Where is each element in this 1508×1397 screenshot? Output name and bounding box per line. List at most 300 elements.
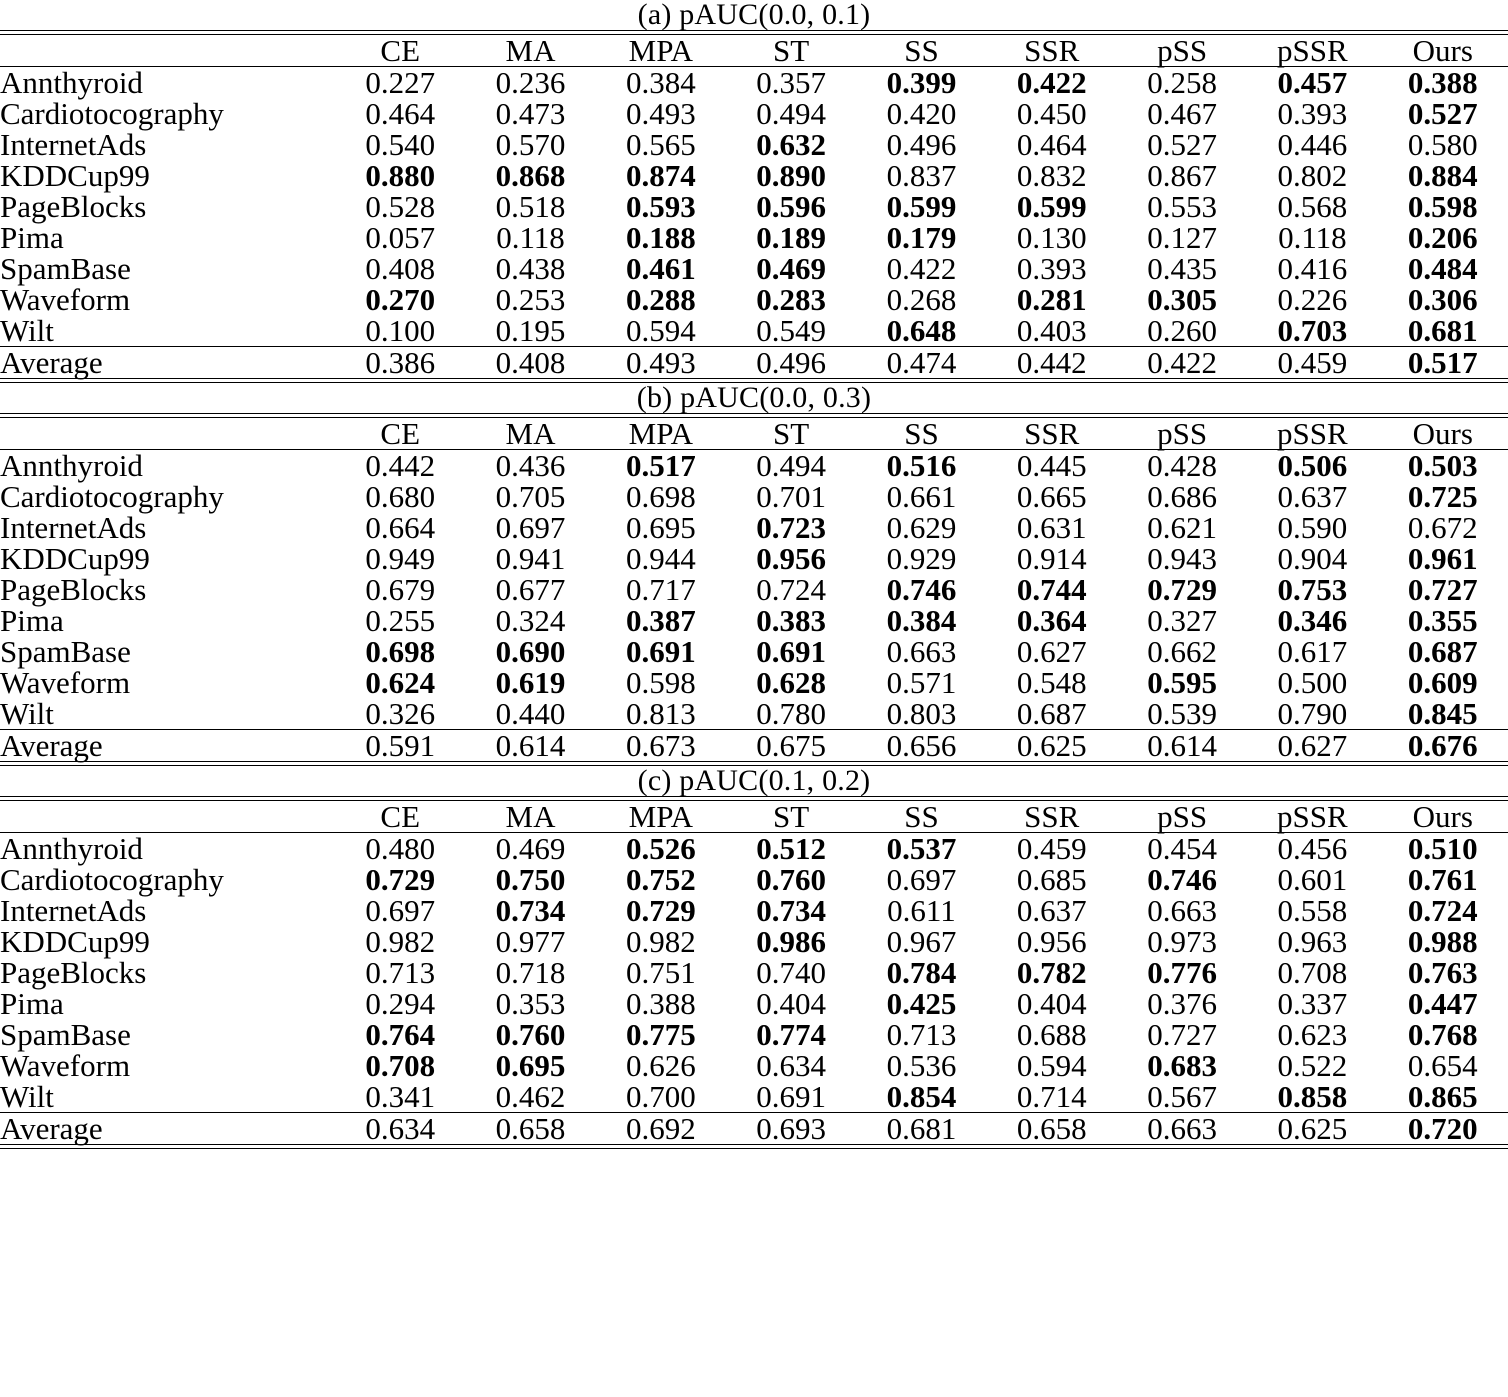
cell-value: 0.270 xyxy=(365,282,436,317)
cell-value: 0.663 xyxy=(1147,1111,1217,1146)
cell-value: 0.691 xyxy=(756,634,827,669)
cell-value: 0.408 xyxy=(365,251,436,286)
row-label: PageBlocks xyxy=(0,572,147,607)
cell-value: 0.442 xyxy=(1016,345,1087,380)
cell-value: 0.713 xyxy=(365,955,436,990)
table-row xyxy=(0,895,1508,926)
cell-value: 0.698 xyxy=(365,634,436,669)
table-row xyxy=(0,1019,1508,1050)
cell-value: 0.718 xyxy=(495,955,566,990)
cell-value: 0.493 xyxy=(625,96,696,131)
row-label: Average xyxy=(0,345,103,380)
cell-value: 0.986 xyxy=(756,924,827,959)
table-header-row xyxy=(0,35,1508,66)
table-row xyxy=(0,481,1508,512)
cell-value: 0.656 xyxy=(886,728,957,763)
cell-value: 0.619 xyxy=(495,665,566,700)
cell-value: 0.763 xyxy=(1407,955,1478,990)
cell-value: 0.306 xyxy=(1407,282,1478,317)
cell-value: 0.388 xyxy=(1407,65,1478,100)
cell-value: 0.565 xyxy=(625,127,696,162)
cell-value: 0.408 xyxy=(495,345,566,380)
cell-value: 0.357 xyxy=(756,65,827,100)
cell-value: 0.874 xyxy=(625,158,696,193)
cell-value: 0.353 xyxy=(495,986,566,1021)
average-row xyxy=(0,1113,1508,1144)
cell-value: 0.695 xyxy=(625,510,696,545)
column-header-ma: MA xyxy=(505,33,556,68)
table-row xyxy=(0,667,1508,698)
cell-value: 0.663 xyxy=(1147,893,1217,928)
cell-value: 0.595 xyxy=(1147,665,1217,700)
cell-value: 0.629 xyxy=(886,510,957,545)
cell-value: 0.537 xyxy=(886,831,957,866)
cell-value: 0.516 xyxy=(886,448,957,483)
cell-value: 0.884 xyxy=(1407,158,1478,193)
cell-value: 0.803 xyxy=(886,696,957,731)
cell-value: 0.500 xyxy=(1277,665,1348,700)
cell-value: 0.691 xyxy=(625,634,696,669)
cell-value: 0.422 xyxy=(1016,65,1087,100)
row-label: Pima xyxy=(0,220,64,255)
column-header-ours: Ours xyxy=(1412,799,1473,834)
cell-value: 0.625 xyxy=(1277,1111,1348,1146)
cell-value: 0.813 xyxy=(625,696,696,731)
cell-value: 0.941 xyxy=(495,541,566,576)
table-row xyxy=(0,574,1508,605)
cell-value: 0.568 xyxy=(1277,189,1348,224)
cell-value: 0.493 xyxy=(625,345,696,380)
cell-value: 0.664 xyxy=(365,510,436,545)
row-label: Annthyroid xyxy=(0,831,143,866)
cell-value: 0.637 xyxy=(1016,893,1087,928)
cell-value: 0.527 xyxy=(1407,96,1478,131)
table-row xyxy=(0,1050,1508,1081)
table-caption-row xyxy=(0,383,1508,413)
cell-value: 0.446 xyxy=(1277,127,1348,162)
cell-value: 0.376 xyxy=(1147,986,1217,1021)
cell-value: 0.118 xyxy=(1278,220,1347,255)
cell-value: 0.326 xyxy=(365,696,436,731)
cell-value: 0.929 xyxy=(886,541,957,576)
cell-value: 0.628 xyxy=(756,665,827,700)
cell-value: 0.305 xyxy=(1147,282,1217,317)
cell-value: 0.774 xyxy=(756,1017,827,1052)
row-label: Annthyroid xyxy=(0,448,143,483)
cell-value: 0.404 xyxy=(756,986,827,1021)
cell-value: 0.346 xyxy=(1277,603,1348,638)
cell-value: 0.473 xyxy=(495,96,566,131)
cell-value: 0.494 xyxy=(756,96,827,131)
cell-value: 0.967 xyxy=(886,924,957,959)
table-row xyxy=(0,191,1508,222)
cell-value: 0.474 xyxy=(886,345,957,380)
cell-value: 0.658 xyxy=(1016,1111,1087,1146)
cell-value: 0.294 xyxy=(365,986,436,1021)
cell-value: 0.384 xyxy=(886,603,957,638)
cell-value: 0.713 xyxy=(886,1017,957,1052)
table-header-row xyxy=(0,801,1508,832)
cell-value: 0.571 xyxy=(886,665,957,700)
column-header-ssr: SSR xyxy=(1024,33,1080,68)
cell-value: 0.445 xyxy=(1016,448,1087,483)
row-label: Waveform xyxy=(0,665,131,700)
cell-value: 0.708 xyxy=(1277,955,1348,990)
table-row xyxy=(0,605,1508,636)
cell-value: 0.625 xyxy=(1016,728,1087,763)
column-header-pssr: pSSR xyxy=(1277,416,1348,451)
cell-value: 0.663 xyxy=(886,634,957,669)
cell-value: 0.683 xyxy=(1147,1048,1217,1083)
cell-value: 0.226 xyxy=(1277,282,1348,317)
cell-value: 0.459 xyxy=(1277,345,1348,380)
cell-value: 0.253 xyxy=(495,282,566,317)
cell-value: 0.388 xyxy=(625,986,696,1021)
cell-value: 0.510 xyxy=(1407,831,1478,866)
cell-value: 0.100 xyxy=(365,313,436,348)
cell-value: 0.526 xyxy=(625,831,696,866)
cell-value: 0.700 xyxy=(625,1079,696,1114)
cell-value: 0.420 xyxy=(886,96,957,131)
column-header-st: ST xyxy=(773,799,810,834)
cell-value: 0.447 xyxy=(1407,986,1478,1021)
cell-value: 0.536 xyxy=(886,1048,957,1083)
cell-value: 0.768 xyxy=(1407,1017,1478,1052)
cell-value: 0.764 xyxy=(365,1017,436,1052)
column-header-ss: SS xyxy=(904,33,939,68)
cell-value: 0.364 xyxy=(1016,603,1087,638)
cell-value: 0.337 xyxy=(1277,986,1348,1021)
column-header-pss: pSS xyxy=(1157,799,1208,834)
row-label: Pima xyxy=(0,986,64,1021)
cell-value: 0.750 xyxy=(495,862,566,897)
cell-value: 0.677 xyxy=(495,572,566,607)
cell-value: 0.693 xyxy=(756,1111,827,1146)
cell-value: 0.734 xyxy=(495,893,566,928)
cell-value: 0.599 xyxy=(886,189,957,224)
cell-value: 0.634 xyxy=(365,1111,436,1146)
cell-value: 0.268 xyxy=(886,282,957,317)
row-label: SpamBase xyxy=(0,251,131,286)
row-label: Wilt xyxy=(0,696,54,731)
row-label: SpamBase xyxy=(0,634,131,669)
column-header-ours: Ours xyxy=(1412,33,1473,68)
cell-value: 0.522 xyxy=(1277,1048,1348,1083)
column-header-ce: CE xyxy=(380,799,421,834)
cell-value: 0.456 xyxy=(1277,831,1348,866)
cell-value: 0.462 xyxy=(495,1079,566,1114)
cell-value: 0.681 xyxy=(1407,313,1478,348)
cell-value: 0.484 xyxy=(1407,251,1478,286)
column-header-pss: pSS xyxy=(1157,416,1208,451)
cell-value: 0.631 xyxy=(1016,510,1087,545)
row-label: KDDCup99 xyxy=(0,924,150,959)
cell-value: 0.717 xyxy=(625,572,696,607)
cell-value: 0.598 xyxy=(1407,189,1478,224)
cell-value: 0.598 xyxy=(625,665,696,700)
row-label: Cardiotocography xyxy=(0,96,224,131)
cell-value: 0.601 xyxy=(1277,862,1348,897)
cell-value: 0.949 xyxy=(365,541,436,576)
cell-value: 0.698 xyxy=(625,479,696,514)
column-header-ce: CE xyxy=(380,33,421,68)
cell-value: 0.341 xyxy=(365,1079,436,1114)
cell-value: 0.697 xyxy=(365,893,436,928)
table-row xyxy=(0,67,1508,98)
cell-value: 0.609 xyxy=(1407,665,1478,700)
table-row xyxy=(0,512,1508,543)
cell-value: 0.570 xyxy=(495,127,566,162)
cell-value: 0.590 xyxy=(1277,510,1348,545)
cell-value: 0.384 xyxy=(625,65,696,100)
column-header-ssr: SSR xyxy=(1024,416,1080,451)
cell-value: 0.982 xyxy=(365,924,436,959)
column-header-st: ST xyxy=(773,416,810,451)
cell-value: 0.686 xyxy=(1147,479,1217,514)
table-row xyxy=(0,450,1508,481)
cell-value: 0.654 xyxy=(1407,1048,1478,1083)
average-row xyxy=(0,730,1508,761)
cell-value: 0.227 xyxy=(365,65,436,100)
cell-value: 0.760 xyxy=(756,862,827,897)
cell-value: 0.518 xyxy=(495,189,566,224)
cell-value: 0.845 xyxy=(1407,696,1478,731)
row-label: InternetAds xyxy=(0,127,147,162)
row-label: Waveform xyxy=(0,1048,131,1083)
cell-value: 0.867 xyxy=(1147,158,1217,193)
cell-value: 0.832 xyxy=(1016,158,1087,193)
cell-value: 0.503 xyxy=(1407,448,1478,483)
cell-value: 0.258 xyxy=(1147,65,1217,100)
table-row xyxy=(0,253,1508,284)
table-header-row xyxy=(0,418,1508,449)
cell-value: 0.784 xyxy=(886,955,957,990)
cell-value: 0.729 xyxy=(625,893,696,928)
cell-value: 0.527 xyxy=(1147,127,1217,162)
cell-value: 0.751 xyxy=(625,955,696,990)
column-header-ma: MA xyxy=(505,416,556,451)
average-row xyxy=(0,347,1508,378)
cell-value: 0.705 xyxy=(495,479,566,514)
cell-value: 0.703 xyxy=(1277,313,1348,348)
cell-value: 0.428 xyxy=(1147,448,1217,483)
cell-value: 0.422 xyxy=(1147,345,1217,380)
cell-value: 0.868 xyxy=(495,158,566,193)
row-label: Wilt xyxy=(0,313,54,348)
cell-value: 0.393 xyxy=(1016,251,1087,286)
cell-value: 0.422 xyxy=(886,251,957,286)
table-row xyxy=(0,988,1508,1019)
cell-value: 0.206 xyxy=(1407,220,1478,255)
cell-value: 0.383 xyxy=(756,603,827,638)
column-header-ss: SS xyxy=(904,416,939,451)
cell-value: 0.393 xyxy=(1277,96,1348,131)
row-label: Annthyroid xyxy=(0,65,143,100)
cell-value: 0.740 xyxy=(756,955,827,990)
table-row xyxy=(0,833,1508,864)
table-caption: (b) pAUC(0.0, 0.3) xyxy=(636,381,872,414)
cell-value: 0.802 xyxy=(1277,158,1348,193)
column-header-ma: MA xyxy=(505,799,556,834)
cell-value: 0.982 xyxy=(625,924,696,959)
row-label: Wilt xyxy=(0,1079,54,1114)
cell-value: 0.440 xyxy=(495,696,566,731)
cell-value: 0.435 xyxy=(1147,251,1217,286)
cell-value: 0.865 xyxy=(1407,1079,1478,1114)
table-row xyxy=(0,222,1508,253)
cell-value: 0.614 xyxy=(1147,728,1217,763)
cell-value: 0.494 xyxy=(756,448,827,483)
header-corner-cell xyxy=(0,801,335,832)
cell-value: 0.681 xyxy=(886,1111,957,1146)
cell-value: 0.621 xyxy=(1147,510,1217,545)
cell-value: 0.688 xyxy=(1016,1017,1087,1052)
row-label: PageBlocks xyxy=(0,189,147,224)
cell-value: 0.416 xyxy=(1277,251,1348,286)
table-row xyxy=(0,98,1508,129)
cell-value: 0.858 xyxy=(1277,1079,1348,1114)
column-header-mpa: MPA xyxy=(628,33,693,68)
row-label: KDDCup99 xyxy=(0,158,150,193)
cell-value: 0.548 xyxy=(1016,665,1087,700)
cell-value: 0.725 xyxy=(1407,479,1478,514)
cell-value: 0.687 xyxy=(1407,634,1478,669)
cell-value: 0.637 xyxy=(1277,479,1348,514)
cell-value: 0.675 xyxy=(756,728,827,763)
cell-value: 0.701 xyxy=(756,479,827,514)
header-corner-cell xyxy=(0,35,335,66)
cell-value: 0.724 xyxy=(1407,893,1478,928)
row-label: Average xyxy=(0,728,103,763)
cell-value: 0.790 xyxy=(1277,696,1348,731)
cell-value: 0.727 xyxy=(1147,1017,1217,1052)
cell-value: 0.708 xyxy=(365,1048,436,1083)
cell-value: 0.914 xyxy=(1016,541,1087,576)
cell-value: 0.956 xyxy=(1016,924,1087,959)
cell-value: 0.746 xyxy=(886,572,957,607)
cell-value: 0.461 xyxy=(625,251,696,286)
cell-value: 0.676 xyxy=(1407,728,1478,763)
cell-value: 0.782 xyxy=(1016,955,1087,990)
cell-value: 0.665 xyxy=(1016,479,1087,514)
cell-value: 0.624 xyxy=(365,665,436,700)
cell-value: 0.593 xyxy=(625,189,696,224)
cell-value: 0.687 xyxy=(1016,696,1087,731)
cell-value: 0.661 xyxy=(886,479,957,514)
column-header-ce: CE xyxy=(380,416,421,451)
cell-value: 0.775 xyxy=(625,1017,696,1052)
cell-value: 0.506 xyxy=(1277,448,1348,483)
row-label: SpamBase xyxy=(0,1017,131,1052)
cell-value: 0.130 xyxy=(1016,220,1087,255)
cell-value: 0.127 xyxy=(1147,220,1217,255)
cell-value: 0.753 xyxy=(1277,572,1348,607)
cell-value: 0.729 xyxy=(1147,572,1217,607)
column-header-ours: Ours xyxy=(1412,416,1473,451)
cell-value: 0.057 xyxy=(365,220,436,255)
cell-value: 0.634 xyxy=(756,1048,827,1083)
table-row xyxy=(0,864,1508,895)
cell-value: 0.626 xyxy=(625,1048,696,1083)
cell-value: 0.599 xyxy=(1016,189,1087,224)
cell-value: 0.195 xyxy=(495,313,566,348)
cell-value: 0.457 xyxy=(1277,65,1348,100)
cell-value: 0.690 xyxy=(495,634,566,669)
cell-value: 0.662 xyxy=(1147,634,1217,669)
cell-value: 0.679 xyxy=(365,572,436,607)
cell-value: 0.540 xyxy=(365,127,436,162)
table-row xyxy=(0,315,1508,346)
cell-value: 0.464 xyxy=(1016,127,1087,162)
cell-value: 0.973 xyxy=(1147,924,1217,959)
cell-value: 0.539 xyxy=(1147,696,1217,731)
cell-value: 0.714 xyxy=(1016,1079,1087,1114)
cell-value: 0.943 xyxy=(1147,541,1217,576)
column-header-st: ST xyxy=(773,33,810,68)
table-caption: (a) pAUC(0.0, 0.1) xyxy=(637,0,871,31)
cell-value: 0.692 xyxy=(625,1111,696,1146)
cell-value: 0.752 xyxy=(625,862,696,897)
table-row xyxy=(0,543,1508,574)
cell-value: 0.118 xyxy=(496,220,565,255)
cell-value: 0.403 xyxy=(1016,313,1087,348)
row-label: InternetAds xyxy=(0,893,147,928)
cell-value: 0.450 xyxy=(1016,96,1087,131)
cell-value: 0.327 xyxy=(1147,603,1217,638)
cell-value: 0.517 xyxy=(1407,345,1478,380)
cell-value: 0.355 xyxy=(1407,603,1478,638)
cell-value: 0.281 xyxy=(1016,282,1087,317)
cell-value: 0.438 xyxy=(495,251,566,286)
cell-value: 0.723 xyxy=(756,510,827,545)
cell-value: 0.627 xyxy=(1277,728,1348,763)
row-label: Average xyxy=(0,1111,103,1146)
cell-value: 0.558 xyxy=(1277,893,1348,928)
cell-value: 0.658 xyxy=(495,1111,566,1146)
cell-value: 0.594 xyxy=(625,313,696,348)
cell-value: 0.963 xyxy=(1277,924,1348,959)
cell-value: 0.467 xyxy=(1147,96,1217,131)
cell-value: 0.760 xyxy=(495,1017,566,1052)
cell-value: 0.324 xyxy=(495,603,566,638)
table-caption: (c) pAUC(0.1, 0.2) xyxy=(637,764,871,797)
table-row xyxy=(0,160,1508,191)
column-header-ss: SS xyxy=(904,799,939,834)
cell-value: 0.727 xyxy=(1407,572,1478,607)
table-row xyxy=(0,957,1508,988)
column-header-mpa: MPA xyxy=(628,799,693,834)
cell-value: 0.567 xyxy=(1147,1079,1217,1114)
cell-value: 0.288 xyxy=(625,282,696,317)
cell-value: 0.648 xyxy=(886,313,957,348)
cell-value: 0.553 xyxy=(1147,189,1217,224)
row-label: Pima xyxy=(0,603,64,638)
cell-value: 0.904 xyxy=(1277,541,1348,576)
cell-value: 0.580 xyxy=(1407,127,1478,162)
cell-value: 0.697 xyxy=(886,862,957,897)
cell-value: 0.632 xyxy=(756,127,827,162)
cell-value: 0.512 xyxy=(756,831,827,866)
row-label: Cardiotocography xyxy=(0,479,224,514)
cell-value: 0.442 xyxy=(365,448,436,483)
table-row xyxy=(0,284,1508,315)
cell-value: 0.436 xyxy=(495,448,566,483)
cell-value: 0.480 xyxy=(365,831,436,866)
cell-value: 0.179 xyxy=(886,220,957,255)
column-header-pssr: pSSR xyxy=(1277,33,1348,68)
cell-value: 0.961 xyxy=(1407,541,1478,576)
row-label: PageBlocks xyxy=(0,955,147,990)
